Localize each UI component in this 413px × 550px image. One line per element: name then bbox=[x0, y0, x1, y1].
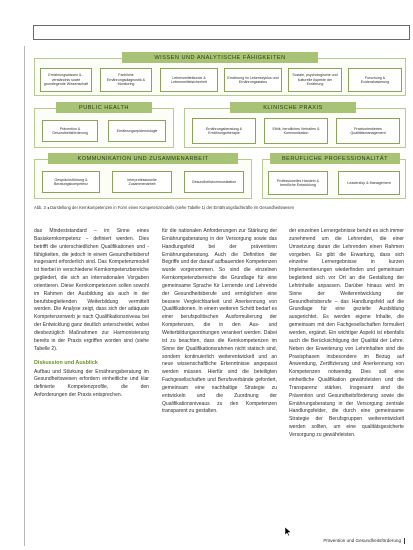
knowledge-box-3: Lebensmittelkunde & Lebensmittelsicherheit bbox=[160, 68, 218, 92]
footer-divider bbox=[404, 538, 405, 544]
professionalism-band: BERUFLICHE PROFESSIONALITÄT bbox=[270, 153, 400, 164]
clinical-practice-band: KLINISCHE PRAXIS bbox=[230, 102, 356, 113]
column-1-paragraph-1: das Mindeststandard – im Sinne eines Basiskernkompetenz – definiert werden. Dies betrifft die unterschiedlichen Qualifikationen und -fähigkeiten, die jedoch in einem Gesundheitsberuf insgesamt erforderlich sind. Das Kompetenzmodell ist hierbei in verschiedene Kernkompetenzbereiche gegliedert, die sich an internationalen Vorgaben orientieren. Diese Kernkompetenzen sollen sowohl im Rahmen der Ausbildung als auch in der berufsbegleitenden Weiterbildung vermittelt werden. Die Analyse zeigt, dass sich der adäquate Kompetenzerwerb je nach Qualifikationsniveau bei der Entwicklung ganz deutlich unterscheidet, wobei diesbezüglich Maßnahmen zur Harmonisierung bereits in der Praxis ergriffen worden sind (siehe Tabelle 2). bbox=[34, 228, 149, 352]
public-health-band: PUBLIC HEALTH bbox=[56, 102, 152, 113]
clinical-box-3: Praxisorientiertes Qualitätsmanagement bbox=[336, 118, 400, 144]
page-header-bar bbox=[33, 25, 410, 40]
clinical-box-1: Ernährungsberatung & Ernährungstherapie bbox=[192, 118, 256, 144]
column-2-paragraph-1: für die nationalen Anforderungen zur Stärkung der Ernährungsberatung in der Versorgung sowie das Handlungsfeld bei der präventiven Ernährungsberatung. Auch die Definition der Begriffe und der darauf aufbauenden Kompetenzen wurde vorgenommen. So sind die einzelnen Kernkompetenzbereiche die Grundlage für eine gemeinsame Sprache für Lernende und Lehrende der Gesundheitsberufe und ermöglichen eine bessere Vergleichbarkeit und Anerkennung von Qualifikationen. In einem weiteren Schritt bedarf es einer berufspolitischen Ausformulierung der Kompetenzen, die in den Aus- und Weiterbildungsordnungen verankert werden. Dabei ist zu beachten, dass die Kernkompetenzen im Sinne der Qualifikationsrahmen nicht statisch sind, sondern kontinuierlich weiterentwickelt und an neue wissenschaftliche Erkenntnisse angepasst werden müssen. Hierfür sind die beteiligten Fachgesellschaften und Berufsverbände gefordert, gemeinsam eine nachhaltige Strategie zu entwickeln und die Zuordnung der Qualifikationsniveaus zu den Kompetenzen transparent zu gestalten. bbox=[162, 228, 277, 415]
professionalism-box-1: Professionelles Handeln & berufliche Entwicklung bbox=[268, 171, 328, 195]
competence-model-figure bbox=[34, 52, 408, 202]
clinical-box-2: Ethik, berufliches Verhalten & Kommunikation bbox=[264, 118, 328, 144]
section-heading: Diskussion und Ausblick bbox=[34, 359, 98, 366]
text-column-1 bbox=[34, 228, 149, 538]
text-column-2 bbox=[162, 228, 277, 538]
knowledge-box-1: Ernährungswissen & -verständnis sowie grundlegende Wissenschaft bbox=[40, 68, 92, 92]
column-3-paragraph-1: der einzelnen Lernergebnisse beruht es sich immer zunehmend um die Lehrenden, die einer Umsetzung daran die Lehrenden einen Rahmen vorgeben. Es gibt die Erwartung, dass sich einzelne Lernergebnisse in kurzen Implementierungen wiederfinden und gemeinsam begleitend sich vor Ort an die Gestaltung der Lehrinhalte anpassen. Darüber hinaus wird im Sinne der Weiterentwicklung der Gesundheitsberufe – das Handlungsfeld auf die Grundlage für eine gezielte Ausbildung ausgerichtet. Es werden eigene Inhalte, die gemeinsam mit den Fachgesellschaften formuliert werden, ergänzt. Ein wichtiger Aspekt ist ebenfalls auch die Berücksichtigung der Qualität der Lehre. Neben der Erweiterung von Lehrinhalten sind die Praxisphasen insbesondere im Bezug auf Anwendung, Zertifizierung und Anerkennung von Kompetenzen notwendig. Dies soll eine einheitliche Qualifikation gewährleisten und die Transparenz stärken. Insgesamt sind die Prävention und Gesundheitsförderung sowie die Ernährungsberatung in der Versorgung zentrale Handlungsfelder, die durch eine gemeinsame Strategie der Berufsgruppen weiterentwickelt werden sollten, um eine qualitätsgesicherte Versorgung zu gewährleisten. bbox=[289, 228, 404, 438]
text-column-3 bbox=[289, 228, 404, 538]
knowledge-box-4: Ernährung im Lebenszyklus und Ernährungsstatus bbox=[224, 68, 282, 92]
public-health-box-2: Ernährungsepidemiologie bbox=[108, 120, 166, 142]
knowledge-box-5: Soziale, psychologische und kulturelle Aspekte der Ernährung bbox=[288, 68, 342, 92]
knowledge-band: WISSEN UND ANALYTISCHE FÄHIGKEITEN bbox=[122, 52, 318, 63]
communication-box-1: Gesprächsführung & Beratungskompetenz bbox=[42, 171, 100, 193]
column-1-paragraph-2: Aufbau und Stärkung der Ernährungsberatung im Gesundheitswesen erfordern einheitliche und klar definierte Kompetenzprofile, die den Anforderungen der Praxis entsprechen. bbox=[34, 368, 149, 399]
knowledge-box-6: Forschung & Evidenzbasierung bbox=[348, 68, 402, 92]
communication-box-3: Gesundheitskommunikation bbox=[184, 171, 244, 193]
mouse-cursor-icon bbox=[285, 527, 291, 536]
footer-journal-title: Prävention und Gesundheitsförderung bbox=[323, 538, 401, 544]
figure-caption: Abb. 3 ◂ Darstellung der Kernkompetenzen in Form eines Kompetenzmodells (siehe Tabelle 1) der Ernährungsfachkräfte im Gesundheitswesen bbox=[34, 205, 295, 210]
margin-rule bbox=[24, 46, 25, 546]
knowledge-box-2: Fachliche Ernährungsdiagnostik & Monitoring bbox=[100, 68, 152, 92]
public-health-box-1: Prävention & Gesundheitsförderung bbox=[42, 120, 98, 142]
communication-band: KOMMUNIKATION UND ZUSAMMENARBEIT bbox=[48, 153, 238, 164]
professionalism-box-2: Leadership & Management bbox=[338, 171, 400, 195]
page-footer bbox=[323, 538, 405, 544]
communication-box-2: Interprofessionelle Zusammenarbeit bbox=[112, 171, 172, 193]
